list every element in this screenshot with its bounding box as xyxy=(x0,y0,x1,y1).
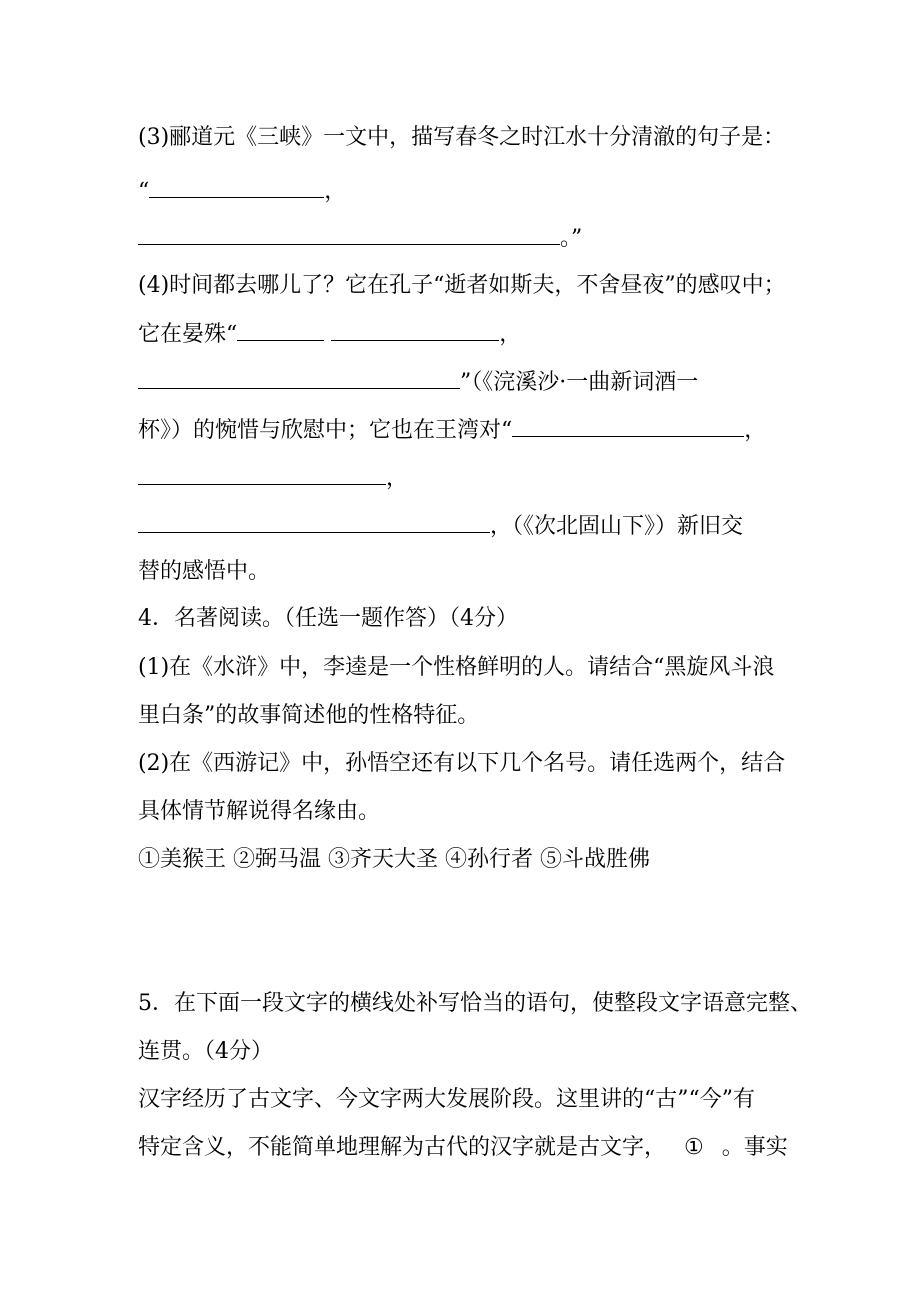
answer-blank[interactable] xyxy=(138,224,560,245)
q3-4-line1: (4)时间都去哪儿了？它在孔子“逝者如斯夫，不舍昼夜”的感叹中； xyxy=(138,273,786,298)
q3-3-line2: “ ， xyxy=(138,179,347,204)
answer-blank[interactable] xyxy=(331,320,499,341)
q5-para-line1: 汉字经历了古文字、今文字两大发展阶段。这里讲的“古”“今”有 xyxy=(138,1087,755,1112)
answer-blank[interactable] xyxy=(237,320,324,341)
q3-4-line7: 替的感悟中。 xyxy=(138,559,271,584)
q4-sub2-line2: 具体情节解说得名缘由。 xyxy=(138,799,381,824)
q3-4-line6: ，（《次北固山下》）新旧交 xyxy=(138,512,820,540)
q5-para-line2: 特定含义，不能简单地理解为古代的汉字就是古文字， ① 。事实 xyxy=(138,1135,788,1160)
q5-title-line1: 5．在下面一段文字的横线处补写恰当的语句，使整段文字语意完整、 xyxy=(138,991,812,1016)
q3-4-line5: ， xyxy=(138,464,820,492)
answer-blank[interactable] xyxy=(512,416,744,437)
q4-options: ①美猴王 ②弼马温 ③齐天大圣 ④孙行者 ⑤斗战胜佛 xyxy=(138,847,650,872)
q4-sub1-line2: 里白条”的故事简述他的性格特征。 xyxy=(138,703,480,728)
blank-marker[interactable]: ① xyxy=(684,1135,704,1160)
answer-blank[interactable] xyxy=(138,512,490,533)
q3-4-line4: 杯》）的惋惜与欣慰中；它也在王湾对“ ， xyxy=(138,418,767,443)
q5-title-line2: 连贯。（4分） xyxy=(138,1039,273,1064)
q4-title: 4．名著阅读。（任选一题作答）（4分） xyxy=(138,606,518,631)
answer-blank[interactable] xyxy=(138,368,460,389)
answer-blank[interactable] xyxy=(138,464,386,485)
q3-3-prompt: (3)郦道元《三峡》一文中，描写春冬之时江水十分清澈的句子是： xyxy=(138,125,786,150)
answer-blank[interactable] xyxy=(149,177,324,198)
q3-4-line2: 它在晏殊“ ， xyxy=(138,322,522,347)
q3-4-line3: ”（《浣溪沙·一曲新词酒一 xyxy=(138,368,820,396)
q3-3-line3: 。” xyxy=(138,224,820,252)
q4-sub2-line1: (2)在《西游记》中，孙悟空还有以下几个名号。请任选两个，结合 xyxy=(138,751,786,776)
q4-sub1-line1: (1)在《水浒》中，李逵是一个性格鲜明的人。请结合“黑旋风斗浪 xyxy=(138,655,775,680)
